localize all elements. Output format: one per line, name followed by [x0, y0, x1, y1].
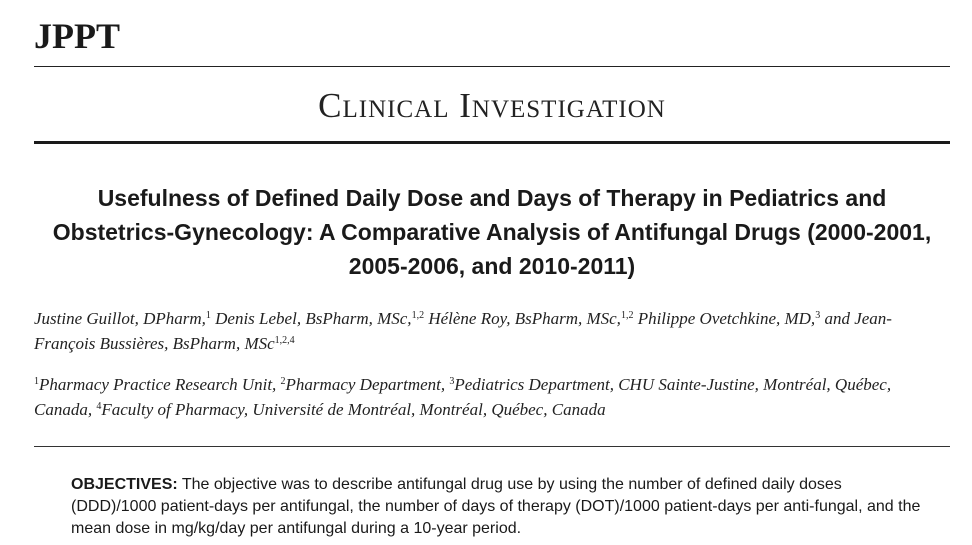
author-list: [34, 306, 950, 356]
section-rule: [34, 141, 950, 144]
abstract-objectives: [71, 474, 931, 540]
section-heading: Clinical Investigation: [318, 86, 666, 125]
article-title: Usefulness of Defined Daily Dose and Days of Therapy in Pediatrics and Obstetrics-Gynecology: A Comparative Analysis of Antifungal Drugs (2000-2001, 2005-2006, and 2010-2011): [52, 185, 932, 279]
journal-name: JPPT: [34, 16, 120, 56]
affiliation-ref: 1,2: [620, 310, 634, 321]
affiliation-ref: 3: [815, 310, 821, 321]
affiliation-ref: 1,2,4: [274, 335, 295, 346]
affiliation-ref: 1: [205, 310, 211, 321]
author: Justine Guillot, DPharm,$^1$: [34, 309, 211, 328]
affiliation: $^4$Faculty of Pharmacy, Université de Montréal, Montréal, Québec, Canada: [96, 400, 606, 419]
affiliation: $^2$Pharmacy Department,: [280, 375, 450, 394]
abstract-text: The objective was to describe antifungal drug use by using the number of defined daily doses (DDD)/1000 patient-days per antifungal, the number of days of therapy (DOT)/1000 patient-days per anti-fungal, and the mean dose in mg/kg/day per antifungal during a 10-year period.: [71, 476, 921, 537]
author: Denis Lebel, BsPharm, MSc,$^{1,2}$: [215, 309, 425, 328]
affiliation: $^3$Pediatrics Department, CHU Sainte-Justine, Montréal, Québec, Canada,: [34, 375, 892, 419]
author: and Jean-François Bussières, BsPharm, MSc$^{1,2,4}$: [34, 309, 892, 353]
header-rule: [34, 66, 950, 67]
author: Philippe Ovetchkine, MD,$^3$: [637, 309, 821, 328]
abstract-rule: [34, 446, 950, 447]
abstract-label: OBJECTIVES:: [71, 476, 178, 493]
affiliation: $^1$Pharmacy Practice Research Unit,: [34, 375, 281, 394]
affiliation-ref: 1,2: [411, 310, 425, 321]
author: Hélène Roy, BsPharm, MSc,$^{1,2}$: [428, 309, 634, 328]
affiliation-list: [34, 372, 950, 422]
